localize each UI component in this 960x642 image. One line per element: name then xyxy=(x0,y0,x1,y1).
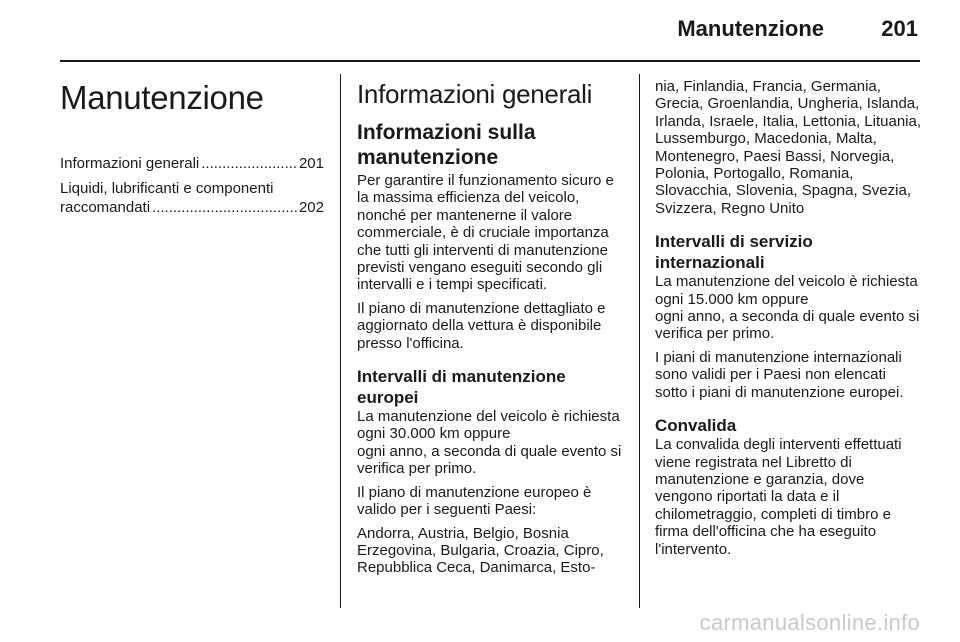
chapter-title: Manutenzione xyxy=(60,79,264,116)
watermark-text: carmanualsonline.info xyxy=(699,610,920,635)
paragraph: Il piano di manutenzione europeo è valido per i seguenti Paesi: xyxy=(357,483,592,519)
heading-validation: Convalida xyxy=(655,416,737,436)
heading-european-intervals: Intervalli di manutenzione europei xyxy=(357,367,566,408)
section-heading: Informazioni generali xyxy=(357,79,593,109)
paragraph: I piani di manutenzione internazionali sono validi per i Paesi non elencati sotto i piani di manutenzione europei. xyxy=(655,348,904,401)
column-general-info xyxy=(357,68,622,583)
paragraph: ogni anno, a seconda di quale evento si verifica per primo. xyxy=(357,442,622,478)
paragraph: La convalida degli interventi effettuati viene registrata nel Libretto di manutenzione e garanzia, dove vengono riportati la data e il chilometraggio, completi di timbro e firma dell'officina che ha eseguito l'intervento. xyxy=(655,436,902,558)
running-header-title: Manutenzione xyxy=(677,16,824,41)
subsection-heading: Informazioni sulla manutenzione xyxy=(357,121,536,169)
toc-entry-label: raccomandati xyxy=(60,199,151,216)
paragraph: Il piano di manutenzione dettagliato e aggiornato della vettura è disponibile presso l'officina. xyxy=(357,299,606,352)
paragraph: ogni anno, a seconda di quale evento si verifica per primo. xyxy=(655,308,920,343)
column-divider-2 xyxy=(639,74,640,608)
toc-leader-dots xyxy=(152,198,297,217)
column-chapter xyxy=(60,68,324,223)
paragraph: La manutenzione del veicolo è richiesta ogni 15.000 km oppure xyxy=(655,273,918,308)
toc-entry[interactable] xyxy=(60,154,324,173)
paragraph: nia, Finlandia, Francia, Germania, Grecia, Groenlandia, Ungheria, Islanda, Irlanda, Israele, Italia, Lettonia, Lituania, Lussemburgo, Macedonia, Malta, Montenegro, Paesi Bassi, Norvegia, Polonia, Portogallo, Romania, Slovacchia, Slovenia, Spagna, Svezia, Svizzera, Regno Unito xyxy=(655,78,922,217)
toc-entry-page: 202 xyxy=(298,199,324,216)
paragraph: Per garantire il funzionamento sicuro e la massima efficienza del veicolo, nonché per mantenerne il valore commerciale, è di cruciale importanza che tutti gli interventi di manutenzione previsti vengano eseguiti secondo gli intervalli e i tempi specificati. xyxy=(357,172,614,294)
toc-leader-dots xyxy=(201,154,297,173)
paragraph: La manutenzione del veicolo è richiesta ogni 30.000 km oppure xyxy=(357,408,620,443)
column-intervals xyxy=(655,68,922,564)
header-divider xyxy=(60,60,920,62)
toc-entry-label: Informazioni generali xyxy=(60,155,200,172)
toc-entry-page: 201 xyxy=(298,155,324,172)
toc-entry-label-line1: Liquidi, lubrificanti e componenti xyxy=(60,180,274,197)
toc-entry[interactable] xyxy=(60,179,324,217)
heading-international-intervals: Intervalli di servizio internazionali xyxy=(655,232,813,273)
page-number: 201 xyxy=(881,16,918,41)
column-divider-1 xyxy=(340,74,341,608)
paragraph: Andorra, Austria, Belgio, Bosnia Erzegovina, Bulgaria, Croazia, Cipro, Repubblica Ceca, Danimarca, Esto- xyxy=(357,524,604,577)
